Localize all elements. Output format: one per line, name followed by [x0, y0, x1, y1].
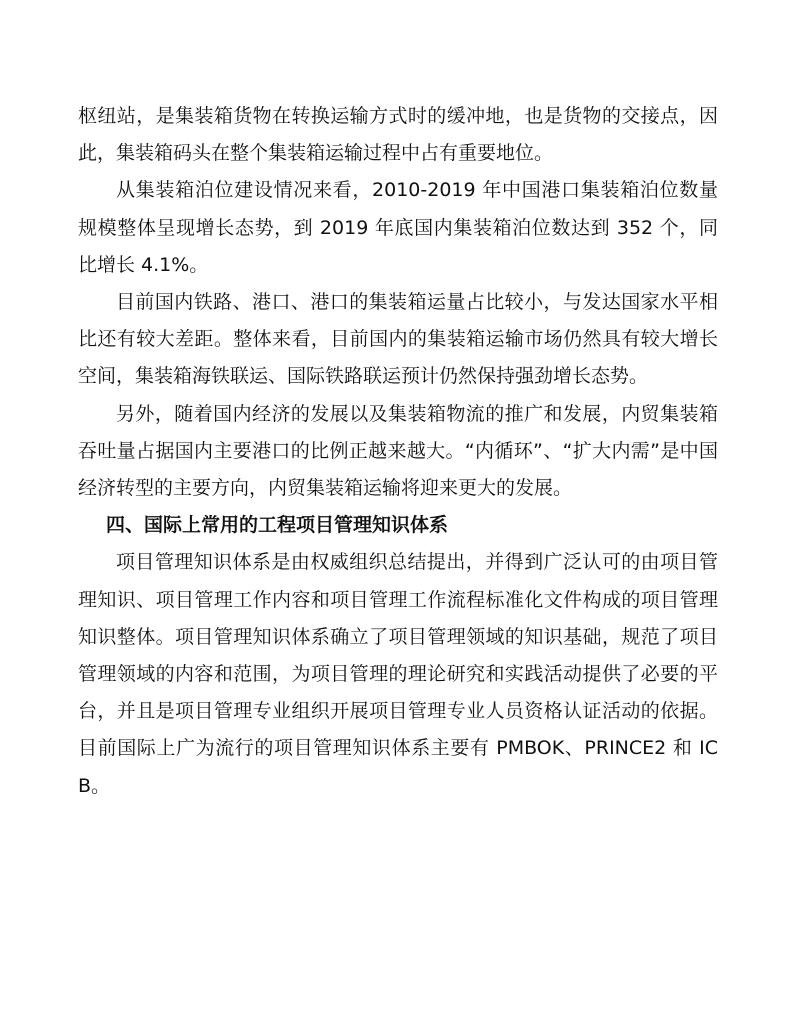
- section-heading: 四、国际上常用的工程项目管理知识体系: [106, 514, 449, 537]
- paragraph-continuation: 枢纽站，是集装箱货物在转换运输方式时的缓冲地，也是货物的交接点，因此，集装箱码头在整个集装箱运输过程中占有重要地位。: [78, 105, 718, 165]
- paragraph-domestic-transport: 目前国内铁路、港口、港口的集装箱运量占比较小，与发达国家水平相比还有较大差距。整体来看，目前国内的集装箱运输市场仍然具有较大增长空间，集装箱海铁联运、国际铁路联运预计仍然保持强劲增长态势。: [78, 291, 718, 388]
- paragraph-knowledge-system: 项目管理知识体系是由权威组织总结提出，并得到广泛认可的由项目管理知识、项目管理工作内容和项目管理工作流程标准化文件构成的项目管理知识整体。项目管理知识体系确立了项目管理领域的知识基础，规范了项目管理领域的内容和范围，为项目管理的理论研究和实践活动提供了必要的平台，并且是项目管理专业组织开展项目管理专业人员资格认证活动的依据。目前国际上广为流行的项目管理知识体系主要有 PMBOK、PRINCE2 和 ICB。: [78, 551, 718, 797]
- paragraph-domestic-trade: 另外，随着国内经济的发展以及集装箱物流的推广和发展，内贸集装箱吞吐量占据国内主要港口的比例正越来越大。“内循环”、“扩大内需”是中国经济转型的主要方向，内贸集装箱运输将迎来更大的发展。: [78, 402, 718, 500]
- paragraph-berth-construction: 从集装箱泊位建设情况来看，2010-2019 年中国港口集装箱泊位数量规模整体呈现增长态势，到 2019 年底国内集装箱泊位数达到 352 个，同比增长 4.1%。: [78, 179, 718, 276]
- document-body: [78, 98, 718, 805]
